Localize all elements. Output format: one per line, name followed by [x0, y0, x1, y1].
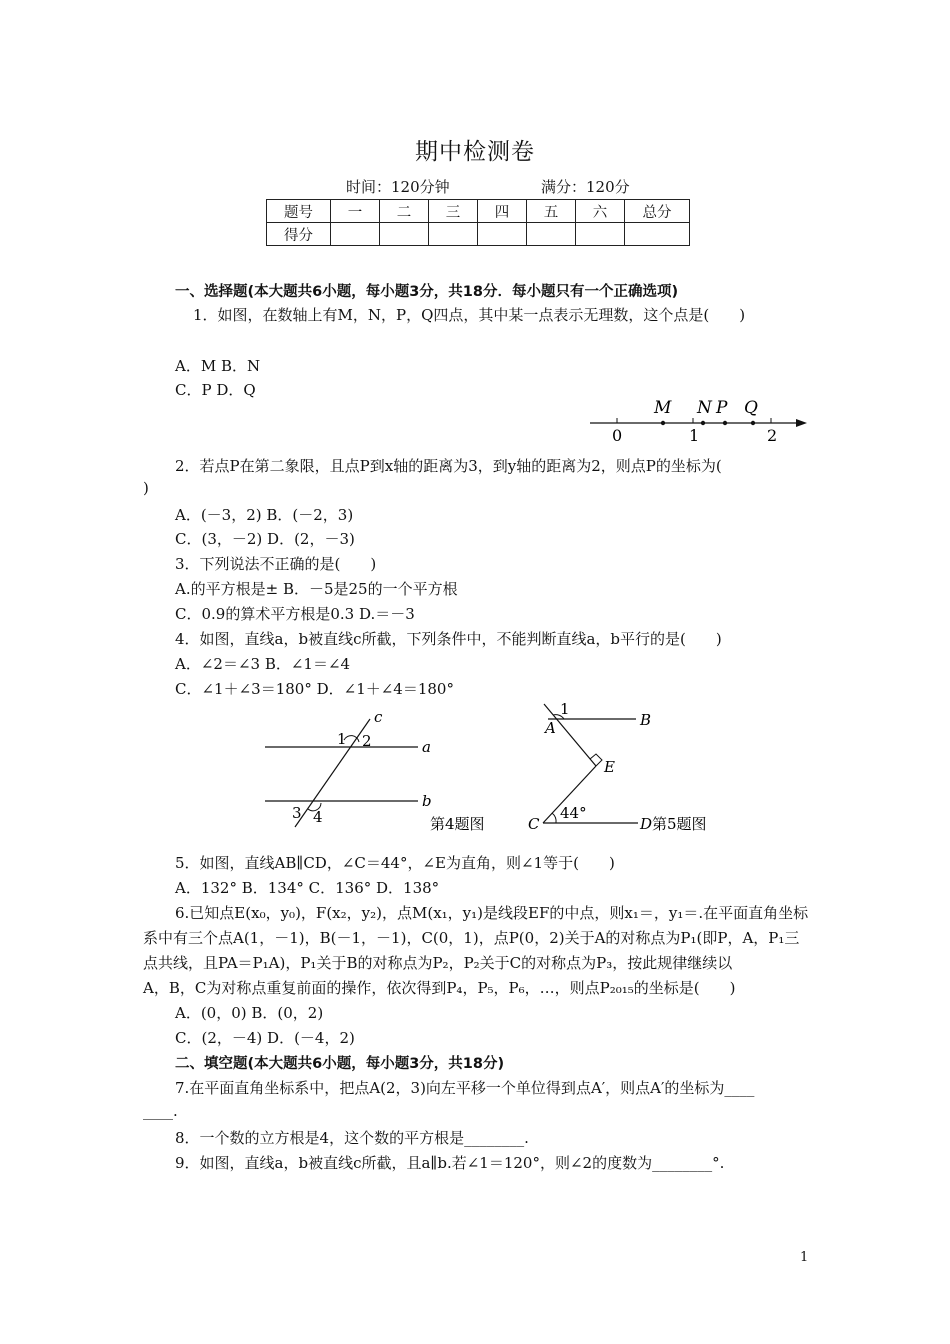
table-cell: 四 — [478, 200, 527, 223]
table-cell: 得分 — [267, 223, 331, 246]
q3-options-cd: C．0.9的算术平方根是0.3 D.＝－3 — [175, 605, 415, 623]
fig4-label-2: 2 — [362, 732, 372, 750]
q3-options-ab: A.的平方根是± B．－5是25的一个平方根 — [175, 580, 458, 598]
fig4-label-c: c — [374, 708, 383, 726]
q2-options-cd: C．(3，－2) D．(2，－3) — [175, 530, 355, 548]
score-cell[interactable] — [625, 223, 690, 246]
table-cell: 六 — [576, 200, 625, 223]
score-cell[interactable] — [380, 223, 429, 246]
score-cell[interactable] — [331, 223, 380, 246]
table-cell: 三 — [429, 200, 478, 223]
q3-stem: 3．下列说法不正确的是( ) — [175, 555, 377, 573]
q8-stem: 8．一个数的立方根是4，这个数的平方根是________. — [175, 1129, 529, 1147]
table-cell: 题号 — [267, 200, 331, 223]
tick-label-2: 2 — [767, 426, 778, 445]
label-m: M — [654, 398, 672, 418]
fig4-caption: 第4题图 — [430, 815, 485, 833]
q7-line1: 7.在平面直角坐标系中，把点A(2，3)向左平移一个单位得到点A′，则点A′的坐标为____ — [175, 1079, 755, 1097]
q6-line4: A，B，C为对称点重复前面的操作，依次得到P₄，P₅，P₆，…，则点P₂₀₁₅的坐标是( ) — [143, 979, 736, 997]
table-cell: 二 — [380, 200, 429, 223]
fig4-label-1: 1 — [337, 730, 347, 748]
q5-options: A．132° B．134° C．136° D．138° — [175, 879, 440, 897]
tick-label-1: 1 — [689, 426, 700, 445]
label-p: P — [716, 398, 728, 418]
table-cell: 五 — [527, 200, 576, 223]
fig4-label-a: a — [422, 738, 431, 756]
fig4-label-4: 4 — [313, 808, 323, 826]
q1-options-ab: A．M B．N — [175, 357, 261, 375]
fig5-label-1: 1 — [560, 700, 570, 718]
table-row — [267, 223, 690, 246]
table-cell: 总分 — [625, 200, 690, 223]
fig4-line-c — [295, 719, 370, 827]
fig4-label-b: b — [422, 792, 432, 810]
fig5-label-44: 44° — [560, 804, 587, 822]
q4-options-ab: A．∠2＝∠3 B．∠1＝∠4 — [175, 655, 351, 673]
q6-line3: 点共线，且PA＝P₁A)，P₁关于B的对称点为P₂，P₂关于C的对称点为P₃，按此规律继续以 — [143, 954, 733, 972]
q6-options-cd: C．(2，－4) D．(－4，2) — [175, 1029, 355, 1047]
label-n: N — [697, 398, 712, 418]
q9-stem: 9．如图，直线a，b被直线c所截，且a∥b.若∠1＝120°，则∠2的度数为________°. — [175, 1154, 725, 1172]
q2-stem: 2．若点P在第二象限，且点P到x轴的距离为3，到y轴的距离为2，则点P的坐标为( — [175, 457, 722, 475]
point-p — [723, 421, 727, 425]
table-row — [267, 200, 690, 223]
q6-line2: 系中有三个点A(1，－1)，B(－1，－1)，C(0，1)，点P(0，2)关于A的对称点为P₁(即P，A，P₁三 — [143, 929, 800, 947]
q4-stem: 4．如图，直线a，b被直线c所截，下列条件中，不能判断直线a，b平行的是( ) — [175, 630, 722, 648]
fig5-label-e: E — [604, 758, 615, 776]
q6-options-ab: A．(0，0) B．(0，2) — [175, 1004, 324, 1022]
point-m — [661, 421, 665, 425]
table-cell: 一 — [331, 200, 380, 223]
figures-4-5 — [260, 700, 740, 840]
label-q: Q — [744, 398, 758, 418]
page-number: 1 — [800, 1250, 809, 1265]
score-cell[interactable] — [478, 223, 527, 246]
point-n — [701, 421, 705, 425]
fig5-label-b: B — [640, 711, 652, 729]
score-cell[interactable] — [429, 223, 478, 246]
q1-stem: 1．如图，在数轴上有M，N，P，Q四点，其中某一点表示无理数，这个点是( ) — [193, 306, 746, 324]
score-cell[interactable] — [576, 223, 625, 246]
page-title: 期中检测卷 — [415, 139, 535, 165]
q2-stem-cont: ) — [143, 479, 149, 497]
fig5-label-d: D — [640, 815, 653, 833]
q4-options-cd: C．∠1＋∠3＝180° D．∠1＋∠4＝180° — [175, 680, 454, 698]
arrow-icon — [796, 419, 807, 427]
fig5-right-angle — [590, 754, 602, 766]
section1-heading: 一、选择题(本大题共6小题，每小题3分，共18分．每小题只有一个正确选项) — [175, 284, 679, 300]
fig5-angle-arc — [552, 813, 556, 823]
fig5-label-a: A — [545, 719, 556, 737]
q2-options-ab: A．(－3，2) B．(－2，3) — [175, 506, 354, 524]
section2-heading: 二、填空题(本大题共6小题，每小题3分，共18分) — [175, 1056, 505, 1072]
score-table — [266, 199, 690, 246]
time-label: 时间：120分钟 — [346, 178, 450, 196]
tick-label-0: 0 — [612, 426, 623, 445]
fig4-label-3: 3 — [292, 804, 302, 822]
q7-line2: ____. — [143, 1102, 178, 1120]
fig5-label-c: C — [528, 815, 540, 833]
number-line-figure — [585, 393, 815, 448]
fig5-caption: 第5题图 — [652, 815, 707, 833]
q1-options-cd: C．P D．Q — [175, 381, 256, 399]
q6-line1: 6.已知点E(x₀，y₀)，F(x₂，y₂)，点M(x₁，y₁)是线段EF的中点，则x₁＝，y₁＝.在平面直角坐标 — [175, 904, 809, 922]
score-cell[interactable] — [527, 223, 576, 246]
point-q — [751, 421, 755, 425]
score-label: 满分：120分 — [541, 178, 630, 196]
q5-stem: 5．如图，直线AB∥CD，∠C＝44°，∠E为直角，则∠1等于( ) — [175, 854, 615, 872]
